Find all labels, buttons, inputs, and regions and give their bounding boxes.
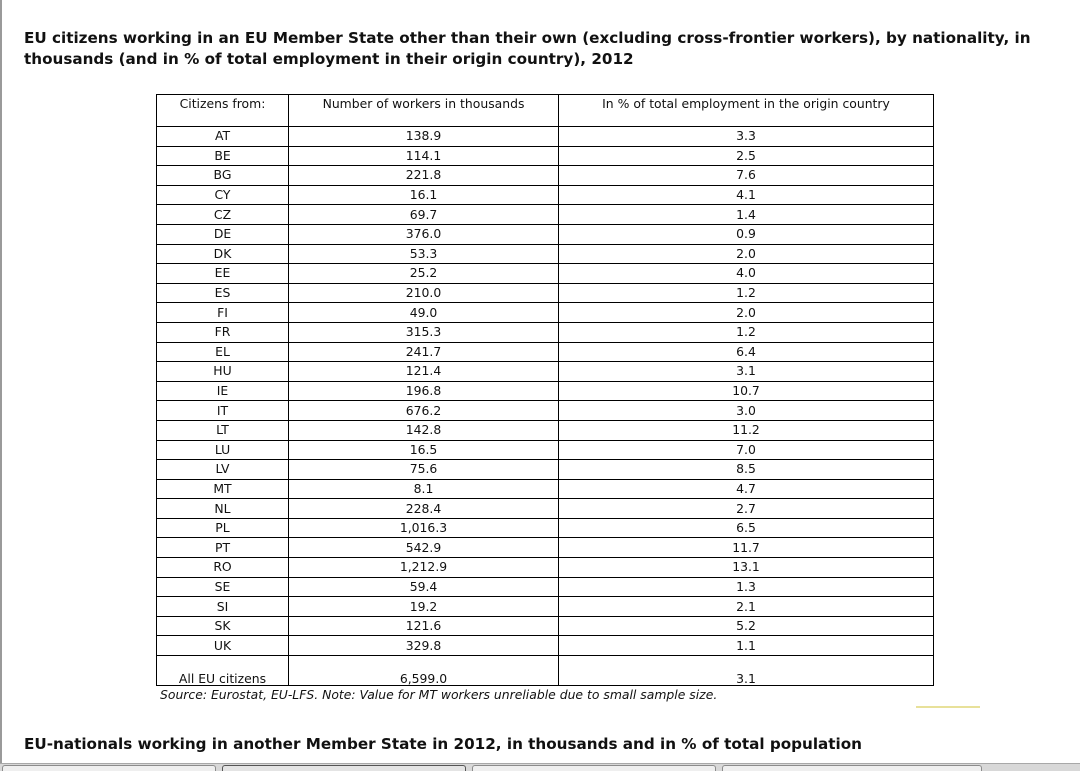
cell-workers: 196.8	[289, 381, 559, 401]
table-row	[157, 538, 934, 558]
cell-workers: 1,212.9	[289, 558, 559, 578]
table-row	[157, 558, 934, 578]
cell-workers: 210.0	[289, 283, 559, 303]
cell-workers: 25.2	[289, 264, 559, 284]
cell-workers: 49.0	[289, 303, 559, 323]
cell-country: PT	[157, 538, 289, 558]
table-row	[157, 577, 934, 597]
cell-percent: 7.0	[559, 440, 934, 460]
table-row	[157, 597, 934, 617]
cell-country: SK	[157, 616, 289, 636]
cell-percent: 5.2	[559, 616, 934, 636]
cell-workers: 16.5	[289, 440, 559, 460]
cell-percent: 1.2	[559, 322, 934, 342]
cell-percent: 2.7	[559, 499, 934, 519]
cell-workers: 142.8	[289, 420, 559, 440]
bottom-tab-1[interactable]	[2, 765, 216, 771]
decorative-rule	[916, 706, 980, 708]
bottom-tab-2[interactable]	[222, 765, 466, 771]
cell-percent: 1.3	[559, 577, 934, 597]
cell-country: RO	[157, 558, 289, 578]
cell-country: LT	[157, 420, 289, 440]
cell-percent: 10.7	[559, 381, 934, 401]
table-title: EU citizens working in an EU Member State other than their own (excluding cross-frontier workers), by nationality, in thousands (and in % of total employment in their origin country), 2012	[24, 29, 1031, 68]
table-row	[157, 224, 934, 244]
table-row	[157, 636, 934, 656]
cell-percent: 1.4	[559, 205, 934, 225]
cell-workers: 16.1	[289, 185, 559, 205]
cell-percent: 6.5	[559, 518, 934, 538]
table-row	[157, 303, 934, 323]
cell-percent: 2.5	[559, 146, 934, 166]
table-row	[157, 127, 934, 147]
cell-workers: 75.6	[289, 460, 559, 480]
cell-country: HU	[157, 362, 289, 382]
cell-country: IE	[157, 381, 289, 401]
cell-percent: 3.1	[559, 362, 934, 382]
cell-workers: 241.7	[289, 342, 559, 362]
cell-country: UK	[157, 636, 289, 656]
table-row	[157, 264, 934, 284]
table-row	[157, 283, 934, 303]
cell-workers: 329.8	[289, 636, 559, 656]
header-percent-employment: In % of total employment in the origin country	[559, 95, 934, 127]
next-table-title: EU-nationals working in another Member State in 2012, in thousands and in % of total population	[24, 735, 862, 753]
header-number-of-workers: Number of workers in thousands	[289, 95, 559, 127]
cell-percent: 13.1	[559, 558, 934, 578]
cell-workers: 228.4	[289, 499, 559, 519]
cell-country: EL	[157, 342, 289, 362]
cell-percent: 0.9	[559, 224, 934, 244]
table-row	[157, 244, 934, 264]
cell-percent: 3.0	[559, 401, 934, 421]
cell-country: LU	[157, 440, 289, 460]
table-row	[157, 342, 934, 362]
cell-country: LV	[157, 460, 289, 480]
cell-country: CZ	[157, 205, 289, 225]
cell-country: FR	[157, 322, 289, 342]
table-row	[157, 479, 934, 499]
cell-percent: 4.1	[559, 185, 934, 205]
cell-country: DE	[157, 224, 289, 244]
bottom-tab-4[interactable]	[722, 765, 982, 771]
cell-workers: 59.4	[289, 577, 559, 597]
cell-workers: 121.6	[289, 616, 559, 636]
cell-country: IT	[157, 401, 289, 421]
table-total-row	[157, 656, 934, 686]
table-row	[157, 420, 934, 440]
cell-country: SE	[157, 577, 289, 597]
cell-percent: 3.3	[559, 127, 934, 147]
cell-percent: 2.0	[559, 303, 934, 323]
cell-country: PL	[157, 518, 289, 538]
table-header-row	[157, 95, 934, 127]
cell-percent: 2.1	[559, 597, 934, 617]
table-body	[157, 127, 934, 686]
cell-percent: 6.4	[559, 342, 934, 362]
table-row	[157, 440, 934, 460]
cell-total-label: All EU citizens	[157, 656, 289, 686]
cell-workers: 676.2	[289, 401, 559, 421]
table-row	[157, 616, 934, 636]
page-left-border	[0, 0, 2, 771]
cell-percent: 4.7	[559, 479, 934, 499]
cell-country: EE	[157, 264, 289, 284]
cell-country: BE	[157, 146, 289, 166]
cell-workers: 138.9	[289, 127, 559, 147]
cell-workers: 114.1	[289, 146, 559, 166]
cell-percent: 7.6	[559, 166, 934, 186]
cell-country: DK	[157, 244, 289, 264]
cell-country: BG	[157, 166, 289, 186]
table-row	[157, 518, 934, 538]
cell-workers: 315.3	[289, 322, 559, 342]
cell-country: MT	[157, 479, 289, 499]
cell-workers: 8.1	[289, 479, 559, 499]
table-row	[157, 185, 934, 205]
cell-country: ES	[157, 283, 289, 303]
cell-total-percent: 3.1	[559, 656, 934, 686]
cell-workers: 121.4	[289, 362, 559, 382]
cell-country: FI	[157, 303, 289, 323]
cell-country: CY	[157, 185, 289, 205]
cell-percent: 11.2	[559, 420, 934, 440]
cell-country: NL	[157, 499, 289, 519]
table-row	[157, 381, 934, 401]
workers-table	[156, 94, 934, 686]
cell-total-workers: 6,599.0	[289, 656, 559, 686]
source-note: Source: Eurostat, EU-LFS. Note: Value for MT workers unreliable due to small sample size.	[160, 687, 718, 702]
cell-workers: 221.8	[289, 166, 559, 186]
bottom-tab-3[interactable]	[472, 765, 716, 771]
cell-workers: 542.9	[289, 538, 559, 558]
cell-percent: 1.2	[559, 283, 934, 303]
cell-workers: 376.0	[289, 224, 559, 244]
table-row	[157, 362, 934, 382]
table-row	[157, 322, 934, 342]
cell-percent: 4.0	[559, 264, 934, 284]
cell-percent: 11.7	[559, 538, 934, 558]
table-row	[157, 166, 934, 186]
cell-workers: 53.3	[289, 244, 559, 264]
table-row	[157, 205, 934, 225]
table-row	[157, 499, 934, 519]
table-row	[157, 460, 934, 480]
cell-percent: 1.1	[559, 636, 934, 656]
cell-workers: 1,016.3	[289, 518, 559, 538]
cut-off-text-line	[24, 0, 384, 4]
cell-country: SI	[157, 597, 289, 617]
cell-percent: 8.5	[559, 460, 934, 480]
table-row	[157, 401, 934, 421]
cell-workers: 19.2	[289, 597, 559, 617]
table-row	[157, 146, 934, 166]
header-citizens-from: Citizens from:	[157, 95, 289, 127]
cell-percent: 2.0	[559, 244, 934, 264]
cell-country: AT	[157, 127, 289, 147]
cell-workers: 69.7	[289, 205, 559, 225]
